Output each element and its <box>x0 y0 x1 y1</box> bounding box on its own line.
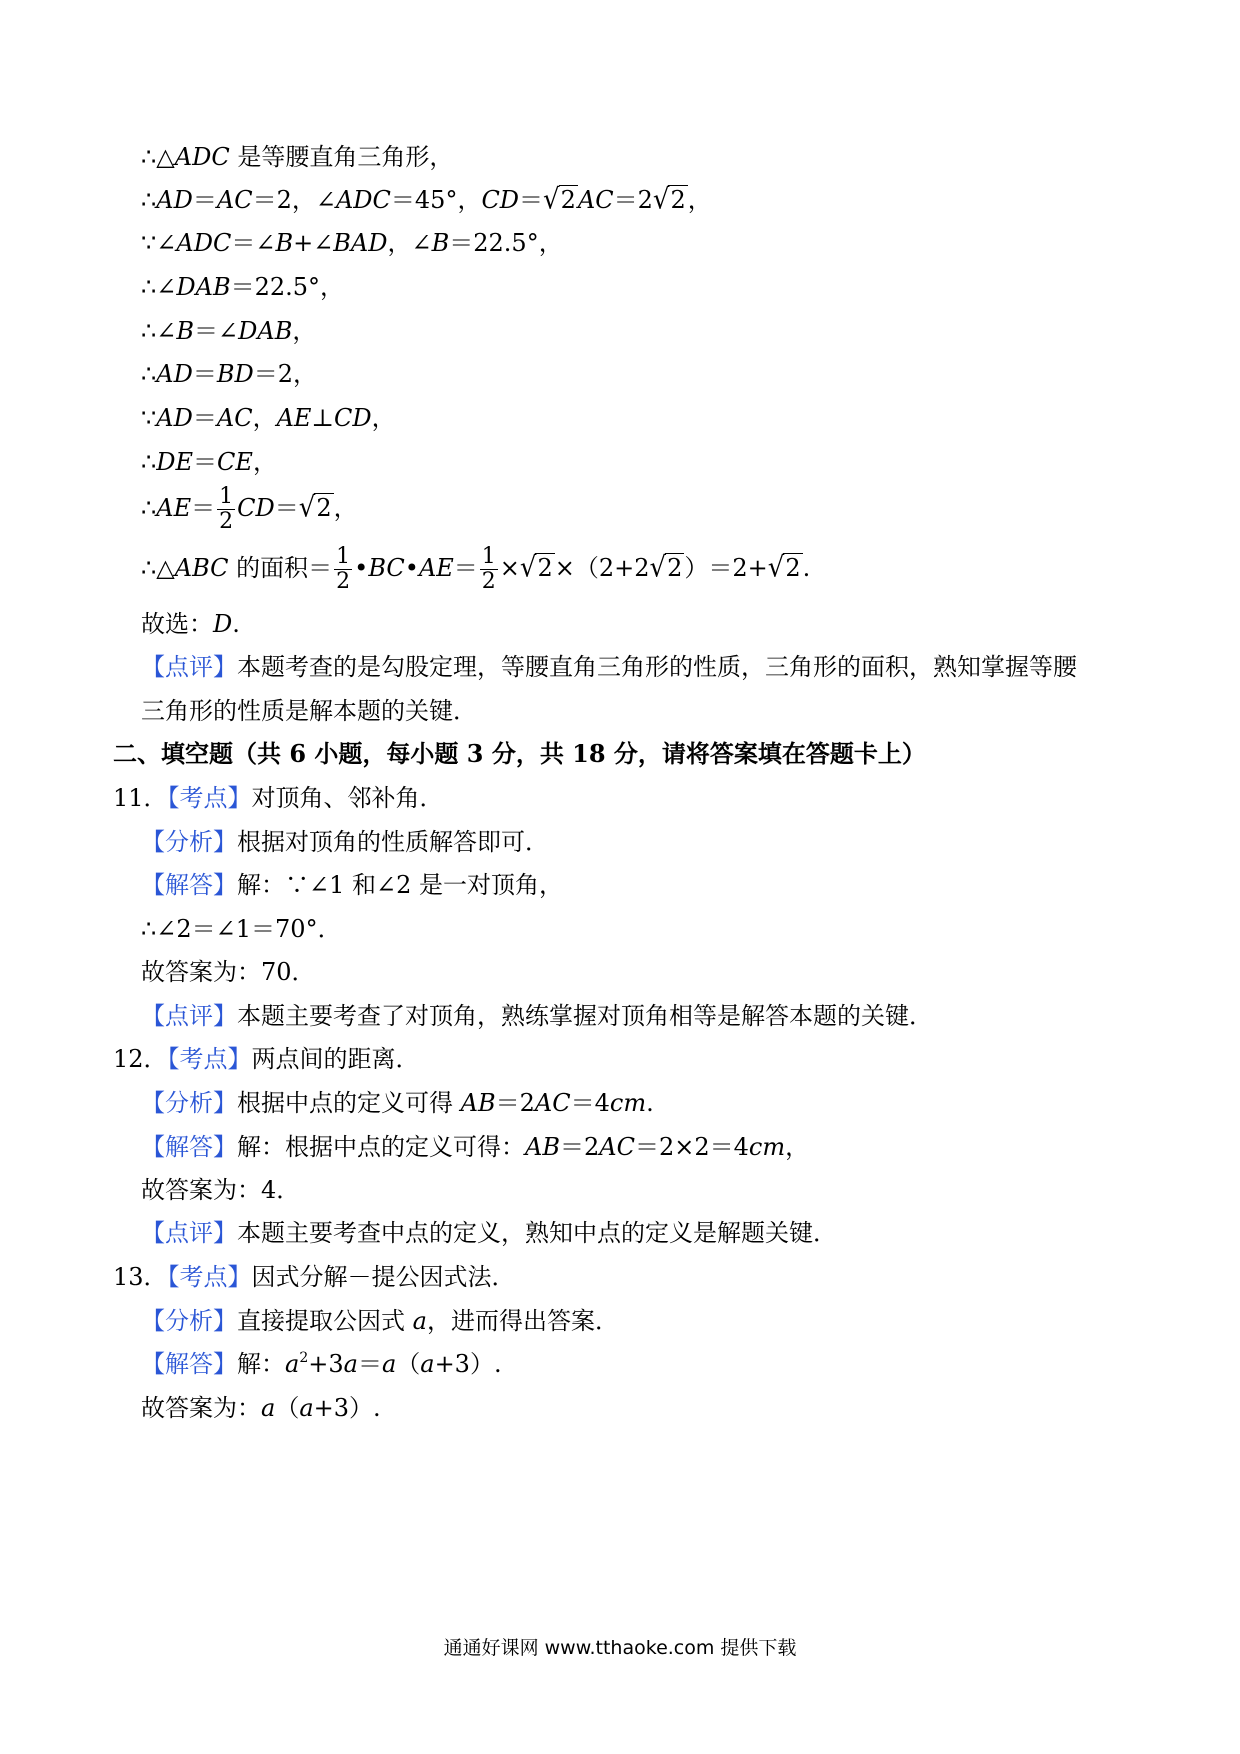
var-AD: AD <box>156 360 193 388</box>
angle-symbol: ∠ <box>156 229 177 257</box>
num: 2 <box>277 360 294 388</box>
var-a: a <box>299 1394 314 1422</box>
comment-q10-cont <box>141 694 477 728</box>
sqrt-2 <box>650 538 685 598</box>
text: 因式分解－提公因式法． <box>251 1263 516 1291</box>
num: 2 <box>316 494 332 522</box>
section-title-2: 二、填空题（共 6 小题，每小题 3 分，共 18 分，请将答案填在答题卡上） <box>113 739 926 768</box>
tag-jieda: 【解答】 <box>141 871 237 899</box>
period: . <box>802 554 811 582</box>
var-ADC: ADC <box>176 229 232 257</box>
num: +3 <box>434 1350 470 1378</box>
eq: ＝ <box>192 186 217 214</box>
var-CE: CE <box>217 448 253 476</box>
text: 的面积＝ <box>236 554 333 582</box>
var-AC: AC <box>599 1133 635 1161</box>
plus: + <box>293 229 314 257</box>
num: （2+2 <box>574 554 650 582</box>
text: 对顶角、邻补角． <box>251 784 444 812</box>
numerator: 1 <box>481 544 496 569</box>
eq: ＝ <box>230 273 255 301</box>
eq: ＝ <box>449 229 474 257</box>
times: × <box>554 554 575 582</box>
solution-line-7 <box>141 401 396 435</box>
var-BD: BD <box>216 360 254 388</box>
solution-line-5 <box>141 314 316 348</box>
radical-icon: √ <box>649 551 667 585</box>
text: 是等腰直角三角形， <box>237 143 454 171</box>
solution-line-2 <box>141 183 712 217</box>
degree: °， <box>308 273 345 301</box>
q11-answer <box>141 955 316 989</box>
rparen: ） <box>349 1394 374 1422</box>
sqrt-2 <box>543 183 578 217</box>
var-a: a <box>412 1307 427 1335</box>
num: 2 <box>785 554 801 582</box>
num: 22.5 <box>473 229 527 257</box>
var-B: B <box>275 229 294 257</box>
var-AC: AC <box>534 1089 571 1117</box>
eq: ＝ <box>559 1133 584 1161</box>
q12-answer <box>141 1173 300 1207</box>
text: 解： <box>237 1350 285 1378</box>
solution-line-1 <box>141 140 453 174</box>
solution-line-6 <box>141 357 317 391</box>
q11-kaodian <box>113 781 444 815</box>
comma: ， <box>291 186 316 214</box>
radical-icon: √ <box>543 183 560 217</box>
triangle-symbol: △ <box>156 143 175 171</box>
therefore-symbol: ∴ <box>141 448 157 476</box>
therefore-symbol: ∴ <box>141 554 157 582</box>
therefore-symbol: ∴ <box>141 273 157 301</box>
var-AC: AC <box>577 186 614 214</box>
var-CD: CD <box>237 494 275 522</box>
var-ADC: ADC <box>335 186 391 214</box>
text: 根据对顶角的性质解答即可． <box>237 828 549 856</box>
comma: ， <box>292 317 317 345</box>
var-AB: AB <box>525 1133 560 1161</box>
var-a: a <box>343 1350 358 1378</box>
angle-symbol: ∠ <box>218 317 239 345</box>
eq: ＝ <box>519 186 544 214</box>
var-AE: AE <box>156 494 192 522</box>
degree: °， <box>526 229 563 257</box>
radical-icon: √ <box>767 551 785 585</box>
var-DE: DE <box>156 448 194 476</box>
solution-line-8 <box>141 445 277 479</box>
because-symbol: ∵ <box>141 404 157 432</box>
tag-dianping: 【点评】 <box>141 1002 237 1030</box>
eq: ＝ <box>613 186 638 214</box>
eq: ＝ <box>453 554 478 582</box>
var-AC: AC <box>216 404 253 432</box>
comma: ， <box>785 1133 810 1161</box>
num: 2 <box>667 554 683 582</box>
var-B: B <box>431 229 450 257</box>
eq: ＝ <box>357 1350 382 1378</box>
q12-fenxi <box>141 1086 654 1120</box>
eq: ＝ <box>570 1089 595 1117</box>
period: . <box>373 1394 381 1422</box>
solution-line-3 <box>141 226 563 260</box>
var-ADC: ADC <box>174 143 230 171</box>
fraction-half <box>217 485 235 534</box>
tag-fenxi: 【分析】 <box>141 828 237 856</box>
q12-dianping <box>141 1216 837 1250</box>
var-a: a <box>420 1350 435 1378</box>
therefore-symbol: ∴ <box>141 143 157 171</box>
num: 2+ <box>732 554 768 582</box>
period: . <box>646 1089 654 1117</box>
angle-symbol: ∠ <box>255 229 276 257</box>
num: 2 <box>519 1089 535 1117</box>
comment-q10 <box>141 650 1077 684</box>
q12-jieda <box>141 1130 809 1164</box>
num: 2 <box>583 1133 600 1161</box>
var-AD: AD <box>156 404 193 432</box>
text: 故答案为： <box>141 1176 261 1204</box>
eq: ＝ <box>231 229 256 257</box>
question-number: 11． <box>113 784 168 812</box>
var-BAD: BAD <box>333 229 388 257</box>
num: 45 <box>414 186 446 214</box>
text: 解： <box>237 871 285 899</box>
dot: • <box>404 554 419 582</box>
eq: ＝ <box>252 186 277 214</box>
var-AE: AE <box>418 554 454 582</box>
q13-fenxi <box>141 1304 619 1338</box>
radical-icon: √ <box>519 551 537 585</box>
exponent: 2 <box>299 1350 309 1366</box>
tag-jieda: 【解答】 <box>141 1350 237 1378</box>
therefore-symbol: ∴ <box>141 186 157 214</box>
num: +3 <box>308 1350 344 1378</box>
sqrt-2 <box>299 478 334 538</box>
solution-line-4 <box>141 270 344 304</box>
var-DAB: DAB <box>238 317 293 345</box>
var-BC: BC <box>368 554 405 582</box>
var-B: B <box>176 317 195 345</box>
tag-kaodian: 【考点】 <box>167 1263 252 1291</box>
text: 根据中点的定义可得： <box>285 1133 525 1161</box>
var-a: a <box>381 1350 397 1378</box>
unit-cm: cm <box>748 1133 786 1161</box>
fraction-half <box>334 545 352 594</box>
angle-symbol: ∠ <box>315 186 336 214</box>
comma: ， <box>387 229 412 257</box>
times: × <box>499 554 520 582</box>
comma: ， <box>333 494 358 522</box>
radical-icon: √ <box>652 183 670 217</box>
eq: ＝ <box>191 494 216 522</box>
q11-dianping <box>141 999 933 1033</box>
denominator: 2 <box>219 509 234 534</box>
eq: ＝ <box>193 448 218 476</box>
eq: ＝ <box>495 1089 520 1117</box>
denominator: 2 <box>481 569 496 594</box>
num: 2 <box>276 186 292 214</box>
eq: ＝ <box>708 554 733 582</box>
angle-symbol: ∠ <box>156 317 177 345</box>
tag-kaodian: 【考点】 <box>167 1045 252 1073</box>
period: . <box>493 1350 502 1378</box>
text: 本题主要考查中点的定义，熟知中点的定义是解题关键． <box>237 1219 837 1247</box>
q13-jieda <box>141 1347 502 1381</box>
page-footer: 通通好课网 www.tthaoke.com 提供下载 <box>443 1637 797 1659</box>
var-a: a <box>261 1394 276 1422</box>
q13-answer <box>141 1391 381 1425</box>
lparen: （ <box>396 1350 421 1378</box>
tag-fenxi: 【分析】 <box>141 1089 237 1117</box>
lparen: （ <box>275 1394 300 1422</box>
var-AC: AC <box>216 186 253 214</box>
numerator: 1 <box>336 544 351 569</box>
text: 故选： <box>141 610 213 638</box>
text: 本题考查的是勾股定理，等腰直角三角形的性质，三角形的面积，熟知掌握等腰 <box>237 653 1077 681</box>
text: ∵∠1 和∠2 是一对顶角， <box>285 871 564 899</box>
num: 2 <box>560 186 576 214</box>
text: ，进而得出答案． <box>426 1307 619 1335</box>
dot: • <box>354 554 369 582</box>
rparen: ） <box>684 554 709 582</box>
comma: ， <box>371 404 396 432</box>
eq: ＝ <box>253 360 278 388</box>
sqrt-2 <box>520 538 555 598</box>
unit-cm: cm <box>609 1089 647 1117</box>
denominator: 2 <box>336 569 351 594</box>
tag-fenxi: 【分析】 <box>141 1307 237 1335</box>
num: 2 <box>670 186 686 214</box>
var-CD: CD <box>481 186 520 214</box>
solution-line-10 <box>141 538 810 598</box>
triangle-symbol: △ <box>156 554 175 582</box>
eq: ＝ <box>274 494 299 522</box>
q13-kaodian <box>113 1260 516 1294</box>
solution-answer <box>141 607 240 641</box>
q11-jieda <box>141 868 563 902</box>
var-a: a <box>285 1350 300 1378</box>
text: 70． <box>261 958 316 986</box>
question-number: 12． <box>113 1045 168 1073</box>
tag-dianping: 【点评】 <box>141 1219 237 1247</box>
var-AE: AE <box>276 404 312 432</box>
period: . <box>232 610 240 638</box>
num: +3 <box>313 1394 350 1422</box>
sqrt-2 <box>768 538 803 598</box>
comma: ， <box>252 448 277 476</box>
text: 直接提取公因式 <box>237 1307 413 1335</box>
text: 4． <box>261 1176 301 1204</box>
angle-symbol: ∠ <box>156 273 177 301</box>
question-number: 13． <box>113 1263 168 1291</box>
var-D: D <box>213 610 233 638</box>
comma: ， <box>293 360 318 388</box>
numerator: 1 <box>219 484 234 509</box>
q11-fenxi <box>141 825 549 859</box>
text: 解： <box>237 1133 285 1161</box>
var-CD: CD <box>334 404 372 432</box>
comma: ， <box>252 404 277 432</box>
therefore-symbol: ∴ <box>141 360 157 388</box>
tag-dianping: 【点评】 <box>141 653 237 681</box>
sqrt-2 <box>653 183 688 217</box>
tag-kaodian: 【考点】 <box>167 784 252 812</box>
eq: ＝ <box>192 360 217 388</box>
therefore-symbol: ∴ <box>141 494 157 522</box>
degree: °， <box>445 186 482 214</box>
text: 根据中点的定义可得 <box>237 1089 461 1117</box>
radical-icon: √ <box>298 491 316 525</box>
q12-kaodian <box>113 1042 420 1076</box>
num: 22.5 <box>254 273 309 301</box>
text: 故答案为： <box>141 1394 261 1422</box>
num: 2×2＝4 <box>658 1133 749 1161</box>
var-DAB: DAB <box>176 273 231 301</box>
eq: ＝ <box>192 404 217 432</box>
num: 2 <box>637 186 653 214</box>
eq: ＝ <box>194 317 219 345</box>
text: 故答案为： <box>141 958 261 986</box>
var-AB: AB <box>460 1089 496 1117</box>
text: 两点间的距离． <box>251 1045 420 1073</box>
rparen: ） <box>469 1350 494 1378</box>
q11-line2: ∴∠2＝∠1＝70°． <box>141 915 342 943</box>
fraction-half <box>480 545 498 594</box>
text: 三角形的性质是解本题的关键． <box>141 697 477 725</box>
var-AD: AD <box>156 186 193 214</box>
text: 本题主要考查了对顶角，熟练掌握对顶角相等是解答本题的关键． <box>237 1002 933 1030</box>
eq: ＝ <box>634 1133 659 1161</box>
perp-symbol: ⊥ <box>311 404 334 432</box>
therefore-symbol: ∴ <box>141 317 157 345</box>
num: 2 <box>537 554 553 582</box>
angle-symbol: ∠ <box>313 229 334 257</box>
var-ABC: ABC <box>174 554 229 582</box>
solution-line-9 <box>141 478 358 538</box>
angle-symbol: ∠ <box>411 229 432 257</box>
num: 4 <box>594 1089 610 1117</box>
eq: ＝ <box>390 186 415 214</box>
tag-jieda: 【解答】 <box>141 1133 237 1161</box>
because-symbol: ∵ <box>141 229 157 257</box>
comma: ， <box>687 186 712 214</box>
